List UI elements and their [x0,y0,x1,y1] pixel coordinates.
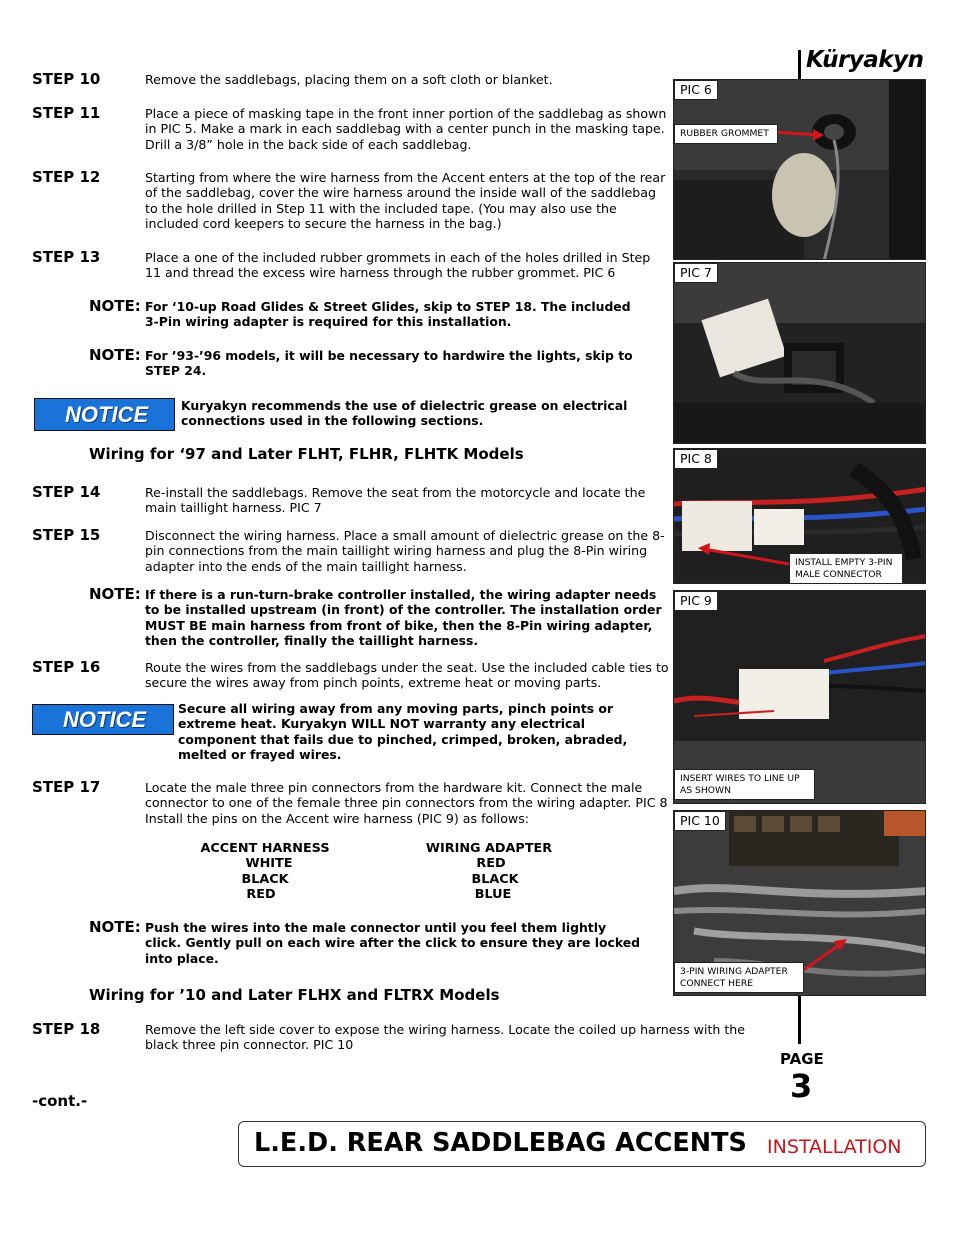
step-16-label: STEP 16 [32,658,101,676]
pic-6-caption: RUBBER GROMMET [674,124,778,144]
note-1-label: NOTE: [89,297,141,315]
photo-pic-6 [673,79,926,260]
note-2-label: NOTE: [89,346,141,364]
photo-pic-7 [673,262,926,444]
step-13-text: Place a one of the included rubber grommets in each of the holes drilled in Step 11 and thread the excess wire harness through the rubber grommet. PIC 6 [145,250,651,281]
wire-table-accent-column [190,841,340,902]
step-18-label: STEP 18 [32,1020,101,1038]
pic-8-label: PIC 8 [674,449,718,469]
step-17-text: Locate the male three pin connectors from the hardware kit. Connect the male connector to one of the female three pin connectors from the wiring adapter. PIC 8 Install the pins on the Accent wire harness (PIC 9) as follows: [145,780,668,826]
pic-10-label: PIC 10 [674,811,726,831]
logo-bar [798,50,801,74]
step-12-text: Starting from where the wire harness from the Accent enters at the top of the rear of the saddlebag, cover the wire harness around the inside wall of the saddlebag to the hole drilled in Step 11 with the included tape. (You may also use the included cord keepers to secure the harness in the bag.) [145,170,666,232]
document-subtitle: INSTALLATION [767,1136,902,1158]
step-11-text: Place a piece of masking tape in the front inner portion of the saddlebag as shown in PIC 5. Make a mark in each saddlebag with a center punch in the masking tape. Drill a 3/8” hole in the back side of each saddlebag. [145,106,667,152]
step-17-label: STEP 17 [32,778,101,796]
accent-header: ACCENT HARNESS [200,841,330,856]
adapter-row-1: RED [476,856,506,872]
continued-marker: -cont.- [32,1092,88,1110]
step-15-text: Disconnect the wiring harness. Place a small amount of dielectric grease on the 8-pin connections from the main taillight wiring harness and plug the 8-Pin wiring adapter into the ends of the main taillight harness. [145,528,665,574]
section-heading-10: Wiring for ’10 and Later FLHX and FLTRX Models [89,986,500,1004]
step-15-label: STEP 15 [32,526,101,544]
note-4-text: Push the wires into the male connector until you feel them lightly click. Gently pull on each wire after the click to ensure they are locked into place. [145,920,641,966]
adapter-row-3: BLUE [474,886,512,902]
accent-row-2: BLACK [241,871,289,887]
step-11-label: STEP 11 [32,104,101,122]
step-10-label: STEP 10 [32,70,101,88]
note-1-text: For ‘10-up Road Glides & Street Glides, skip to STEP 18. The included 3-Pin wiring adapter is required for this installation. [145,299,631,330]
accent-row-3: RED [246,886,276,902]
page-number: 3 [790,1067,813,1105]
photo-pic-9 [673,590,926,804]
note-3-label: NOTE: [89,585,141,603]
brand-logo: Küryakyn [806,47,924,73]
adapter-row-2: BLACK [471,871,519,887]
accent-row-1: WHITE [245,856,293,872]
notice-badge-1: NOTICE [34,398,175,431]
photo-pic-10 [673,810,926,996]
adapter-header: WIRING ADAPTER [425,841,553,856]
footer-title-box [238,1121,926,1167]
photo-pic-8 [673,448,926,584]
document-title: L.E.D. REAR SADDLEBAG ACCENTS [254,1128,747,1158]
note-2-text: For ’93-’96 models, it will be necessary to hardwire the lights, skip to STEP 24. [145,348,633,379]
pic-6-label: PIC 6 [674,80,718,100]
wire-table-adapter-column [414,841,564,902]
notice-1-text: Kuryakyn recommends the use of dielectric grease on electrical connections used in the following sections. [181,398,628,429]
pic-10-caption: 3-PIN WIRING ADAPTER CONNECT HERE [674,962,804,993]
pic-9-caption: INSERT WIRES TO LINE UP AS SHOWN [674,769,815,800]
pic-7-label: PIC 7 [674,263,718,283]
step-16-text: Route the wires from the saddlebags under the seat. Use the included cable ties to secure the wires away from pinch points, extreme heat or moving parts. [145,660,669,691]
note-4-label: NOTE: [89,918,141,936]
pic-8-caption: INSTALL EMPTY 3-PIN MALE CONNECTOR [789,553,903,584]
notice-badge-2: NOTICE [32,704,174,735]
pic-9-label: PIC 9 [674,591,718,611]
vertical-rule-bottom [798,996,801,1044]
step-18-text: Remove the left side cover to expose the wiring harness. Locate the coiled up harness with the black three pin connector. PIC 10 [145,1022,746,1053]
pic-6-image [674,80,926,260]
section-heading-97: Wiring for ‘97 and Later FLHT, FLHR, FLHTK Models [89,445,524,463]
notice-2-text: Secure all wiring away from any moving parts, pinch points or extreme heat. Kuryakyn WILL NOT warranty any electrical component that fails due to pinched, crimped, broken, abraded, melted or frayed wires. [178,701,628,763]
step-13-label: STEP 13 [32,248,101,266]
note-3-text: If there is a run-turn-brake controller installed, the wiring adapter needs to be installed upstream (in front) of the controller. The installation order MUST BE main harness from front of bike, then the 8-Pin wiring adapter, then the controller, finally the taillight harness. [145,587,662,649]
page-label: PAGE [780,1050,824,1068]
pic-7-image [674,263,926,444]
step-12-label: STEP 12 [32,168,101,186]
step-14-label: STEP 14 [32,483,101,501]
step-10-text: Remove the saddlebags, placing them on a soft cloth or blanket. [145,72,553,87]
step-14-text: Re-install the saddlebags. Remove the seat from the motorcycle and locate the main taillight harness. PIC 7 [145,485,646,516]
